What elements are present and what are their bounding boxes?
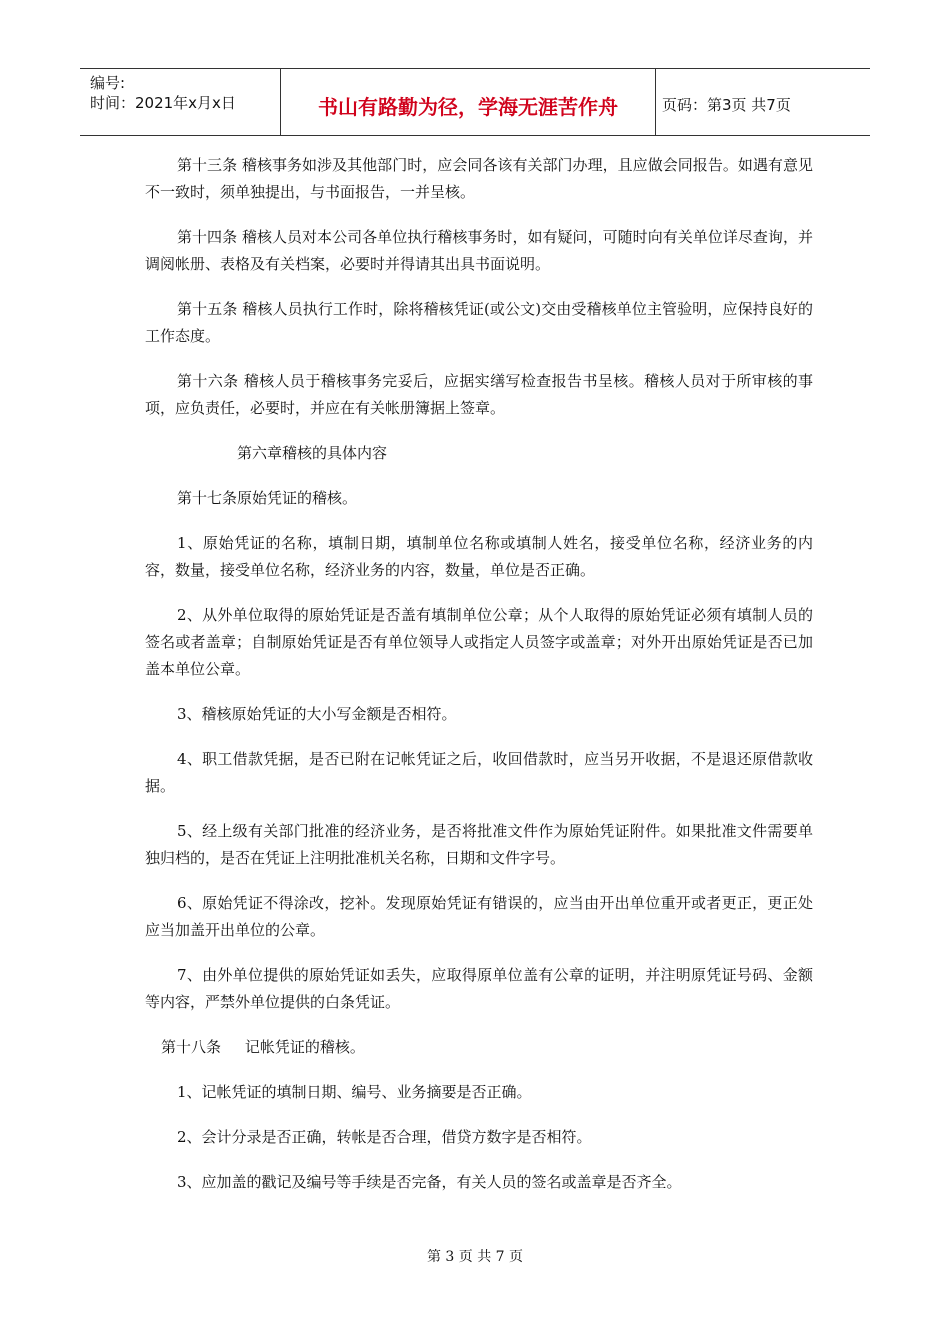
article-16: 第十六条 稽核人员于稽核事务完妥后，应据实缮写检查报告书呈核。稽核人员对于所审核的事项，应负责任，必要时，并应在有关帐册簿据上签章。 [145,372,813,417]
article-13: 第十三条 稽核事务如涉及其他部门时，应会同各该有关部门办理，且应做会同报告。如遇有意见不一致时，须单独提出，与书面报告，一并呈核。 [145,156,813,201]
article-18-item-2: 2、会计分录是否正确，转帐是否合理，借贷方数字是否相符。 [177,1128,592,1146]
article-18-item-3: 3、应加盖的戳记及编号等手续是否完备，有关人员的签名或盖章是否齐全。 [177,1173,682,1191]
document-time-label: 时间：2021年x月x日 [90,94,236,112]
article-14: 第十四条 稽核人员对本公司各单位执行稽核事务时，如有疑问，可随时向有关单位详尽查询，并调阅帐册、表格及有关档案，必要时并得请其出具书面说明。 [145,228,813,273]
page-header [80,68,870,136]
page-footer: 第 3 页 共 7 页 [426,1249,524,1265]
article-17-item-4: 4、职工借款凭据，是否已附在记帐凭证之后，收回借款时，应当另开收据，不是退还原借款收据。 [145,750,813,795]
article-17-item-1: 1、原始凭证的名称，填制日期，填制单位名称或填制人姓名，接受单位名称，经济业务的内容，数量，接受单位名称，经济业务的内容，数量，单位是否正确。 [145,534,813,579]
article-15: 第十五条 稽核人员执行工作时，除将稽核凭证(或公文)交由受稽核单位主管验明，应保持良好的工作态度。 [145,300,813,345]
document-number-label: 编号: [90,74,126,92]
article-17: 第十七条原始凭证的稽核。 [177,489,358,507]
document-body [145,152,813,1214]
article-17-item-5: 5、经上级有关部门批准的经济业务，是否将批准文件作为原始凭证附件。如果批准文件需要单独归档的，是否在凭证上注明批准机关名称，日期和文件字号。 [145,822,813,867]
article-17-item-7: 7、由外单位提供的原始凭证如丢失，应取得原单位盖有公章的证明，并注明原凭证号码、金额等内容，严禁外单位提供的白条凭证。 [145,966,813,1011]
article-18-item-1: 1、记帐凭证的填制日期、编号、业务摘要是否正确。 [177,1083,532,1101]
article-18: 第十八条 记帐凭证的稽核。 [161,1038,365,1056]
chapter-6-heading: 第六章稽核的具体内容 [237,444,388,462]
header-meta [80,69,281,135]
header-page-number: 页码：第3页 共7页 [662,95,791,114]
article-17-item-3: 3、稽核原始凭证的大小写金额是否相符。 [177,705,457,723]
article-17-item-6: 6、原始凭证不得涂改，挖补。发现原始凭证有错误的，应当由开出单位重开或者更正，更正处应当加盖开出单位的公章。 [145,894,813,939]
article-17-item-2: 2、从外单位取得的原始凭证是否盖有填制单位公章；从个人取得的原始凭证必须有填制人员的签名或者盖章；自制原始凭证是否有单位领导人或指定人员签字或盖章；对外开出原始凭证是否已加盖本单位公章。 [145,606,813,678]
header-motto: 书山有路勤为径，学海无涯苦作舟 [281,69,656,135]
